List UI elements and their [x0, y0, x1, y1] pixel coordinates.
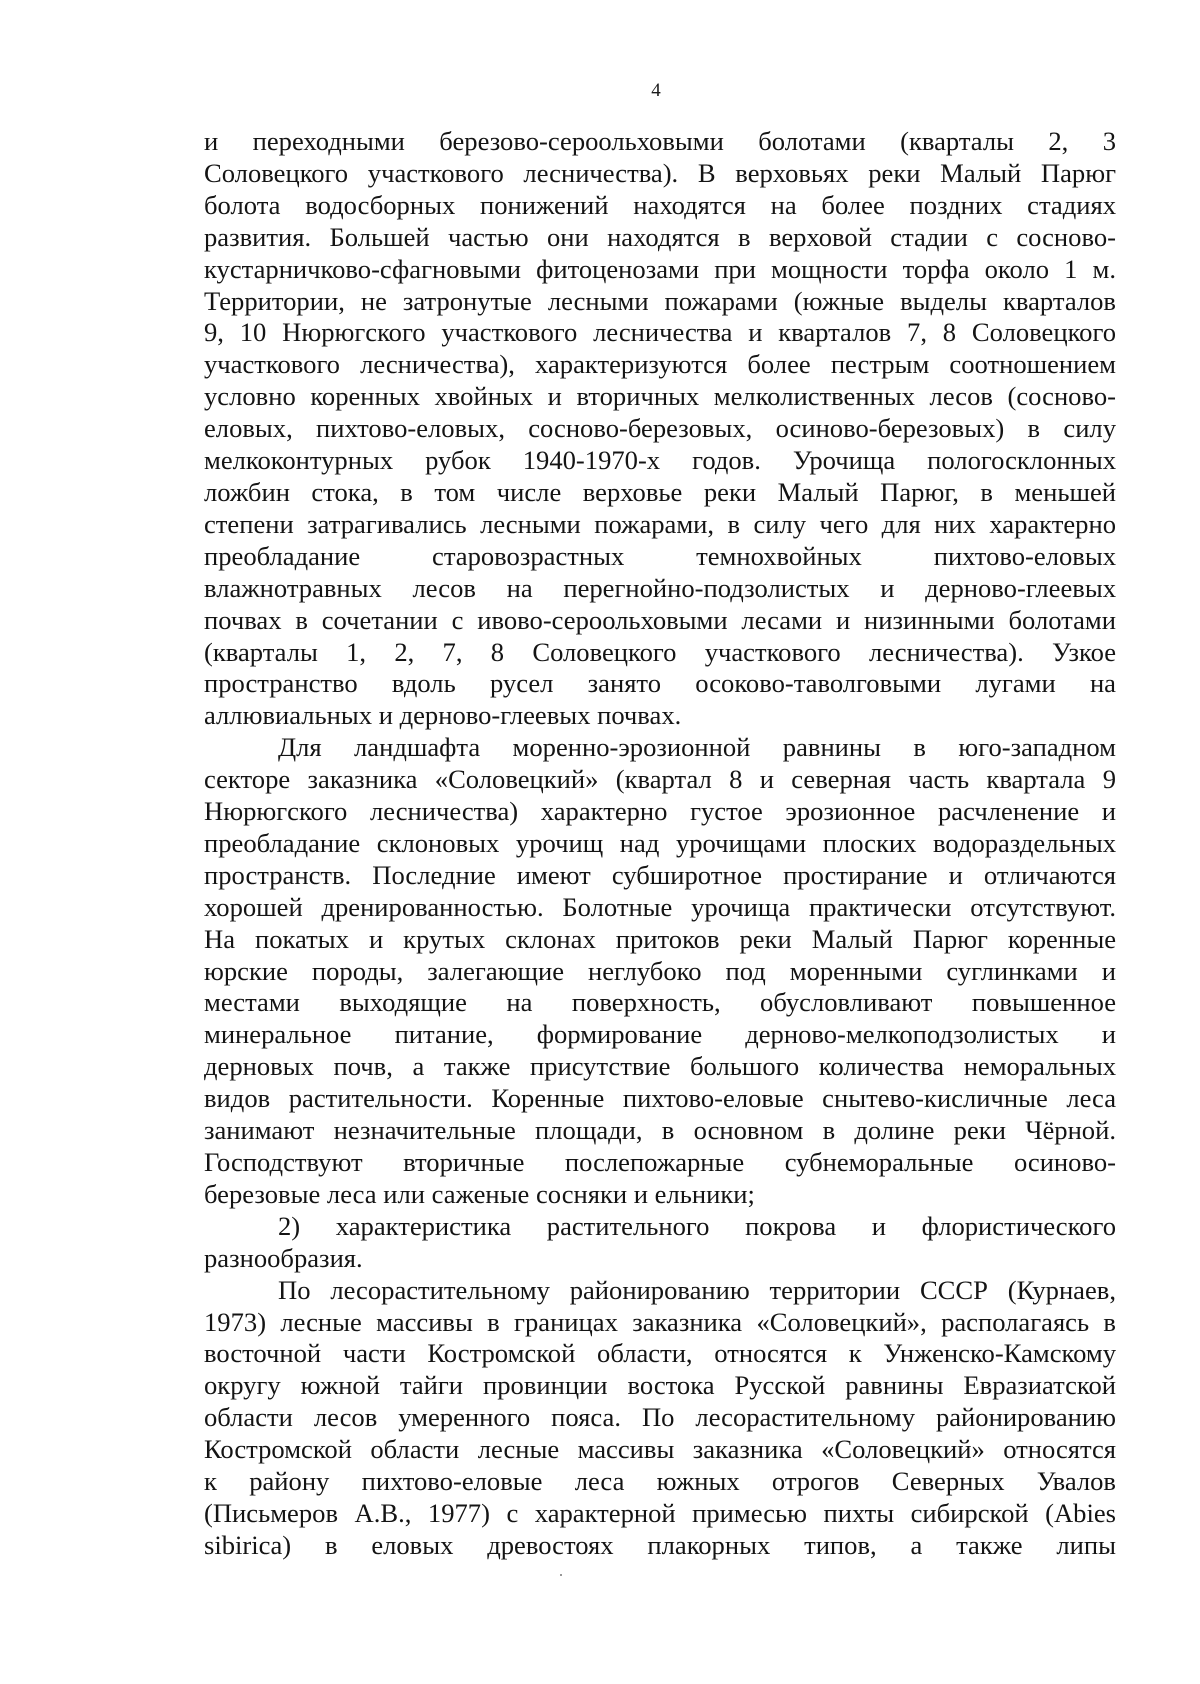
- text-line: разнообразия.: [204, 1242, 363, 1273]
- text-line: восточной части Костромской области, относятся к Унженско-Камскому: [204, 1338, 1116, 1369]
- text-line: почвах в сочетании с ивово-сероольховыми лесами и низинными болотами: [204, 604, 1116, 635]
- text-line: мелкоконтурных рубок 1940-1970-х годов. Урочища пологосклонных: [204, 445, 1116, 476]
- text-line: степени затрагивались лесными пожарами, в силу чего для них характерно: [204, 508, 1116, 539]
- text-line: Территории, не затронутые лесными пожарами (южные выделы кварталов: [204, 285, 1116, 316]
- text-line: аллювиальных и дерново-глеевых почвах.: [204, 700, 682, 731]
- text-line: Нюрюгского лесничества) характерно густое эрозионное расчленение и: [204, 796, 1116, 827]
- text-line: На покатых и крутых склонах притоков реки Малый Парюг коренные: [204, 923, 1116, 954]
- text-line: (кварталы 1, 2, 7, 8 Соловецкого участкового лесничества). Узкое: [204, 636, 1116, 667]
- scan-speck: [560, 1574, 562, 1576]
- text-line: еловых, пихтово-еловых, сосново-березовых, осиново-березовых) в силу: [204, 413, 1116, 444]
- text-line: Для ландшафта моренно-эрозионной равнины в юго-западном: [278, 732, 1116, 763]
- page-number: 4: [651, 80, 661, 101]
- paragraph-1: [204, 126, 1116, 732]
- text-line: кустарничково-сфагновыми фитоценозами при мощности торфа около 1 м.: [204, 253, 1116, 284]
- text-line: По лесорастительному районированию территории СССР (Курнаев,: [278, 1274, 1116, 1305]
- text-line: 2) характеристика растительного покрова и флористического: [278, 1210, 1116, 1241]
- text-line: sibirica) в еловых древостоях плакорных типов, а также липы: [204, 1529, 1116, 1560]
- text-line: Костромской области лесные массивы заказника «Соловецкий» относятся: [204, 1434, 1116, 1465]
- text-line: пространство вдоль русел занято осоково-таволговыми лугами на: [204, 668, 1116, 699]
- paragraph-2: [204, 732, 1116, 1211]
- text-line: видов растительности. Коренные пихтово-еловые снытево-кисличные леса: [204, 1083, 1116, 1114]
- text-line: участкового лесничества), характеризуются более пестрым соотношением: [204, 349, 1116, 380]
- text-line: занимают незначительные площади, в основном в долине реки Чёрной.: [204, 1115, 1116, 1146]
- text-line: болота водосборных понижений находятся на более поздних стадиях: [204, 189, 1116, 220]
- text-line: Господствуют вторичные послепожарные субнеморальные осиново-: [204, 1147, 1116, 1177]
- paragraph-3: [204, 1211, 1116, 1275]
- body-text: [204, 126, 1116, 1562]
- text-line: дерновых почв, а также присутствие большого количества неморальных: [204, 1051, 1116, 1082]
- text-line: развития. Большей частью они находятся в верховой стадии с сосново-: [204, 221, 1116, 252]
- text-line: минеральное питание, формирование дерново-мелкоподзолистых и: [204, 1019, 1116, 1050]
- text-line: и переходными березово-сероольховыми болотами (кварталы 2, 3: [204, 126, 1116, 156]
- text-line: влажнотравных лесов на перегнойно-подзолистых и дерново-глеевых: [204, 572, 1116, 603]
- text-line: 1973) лесные массивы в границах заказника «Соловецкий», располагаясь в: [204, 1306, 1116, 1337]
- text-line: ложбин стока, в том числе верховье реки Малый Парюг, в меньшей: [204, 476, 1116, 507]
- text-line: преобладание старовозрастных темнохвойных пихтово-еловых: [204, 540, 1116, 571]
- text-line: березовые леса или саженые сосняки и ельники;: [204, 1178, 755, 1209]
- text-line: (Письмеров А.В., 1977) с характерной примесью пихты сибирской (Abies: [204, 1497, 1116, 1528]
- text-line: хорошей дренированностью. Болотные урочища практически отсутствуют.: [204, 891, 1116, 922]
- text-line: условно коренных хвойных и вторичных мелколиственных лесов (сосново-: [204, 381, 1116, 412]
- paragraph-4: [204, 1275, 1116, 1562]
- text-line: Соловецкого участкового лесничества). В верховьях реки Малый Парюг: [204, 157, 1116, 188]
- text-line: пространств. Последние имеют субширотное простирание и отличаются: [204, 859, 1116, 890]
- text-line: юрские породы, залегающие неглубоко под моренными суглинками и: [204, 955, 1116, 986]
- text-line: местами выходящие на поверхность, обусловливают повышенное: [204, 987, 1116, 1018]
- text-line: преобладание склоновых урочищ над урочищами плоских водораздельных: [204, 827, 1116, 858]
- text-line: округу южной тайги провинции востока Русской равнины Евразиатской: [204, 1370, 1116, 1401]
- text-line: к району пихтово-еловые леса южных отрогов Северных Увалов: [204, 1466, 1116, 1497]
- text-line: секторе заказника «Соловецкий» (квартал 8 и северная часть квартала 9: [204, 764, 1116, 795]
- text-line: 9, 10 Нюрюгского участкового лесничества и кварталов 7, 8 Соловецкого: [204, 317, 1116, 348]
- text-line: области лесов умеренного пояса. По лесорастительному районированию: [204, 1402, 1116, 1433]
